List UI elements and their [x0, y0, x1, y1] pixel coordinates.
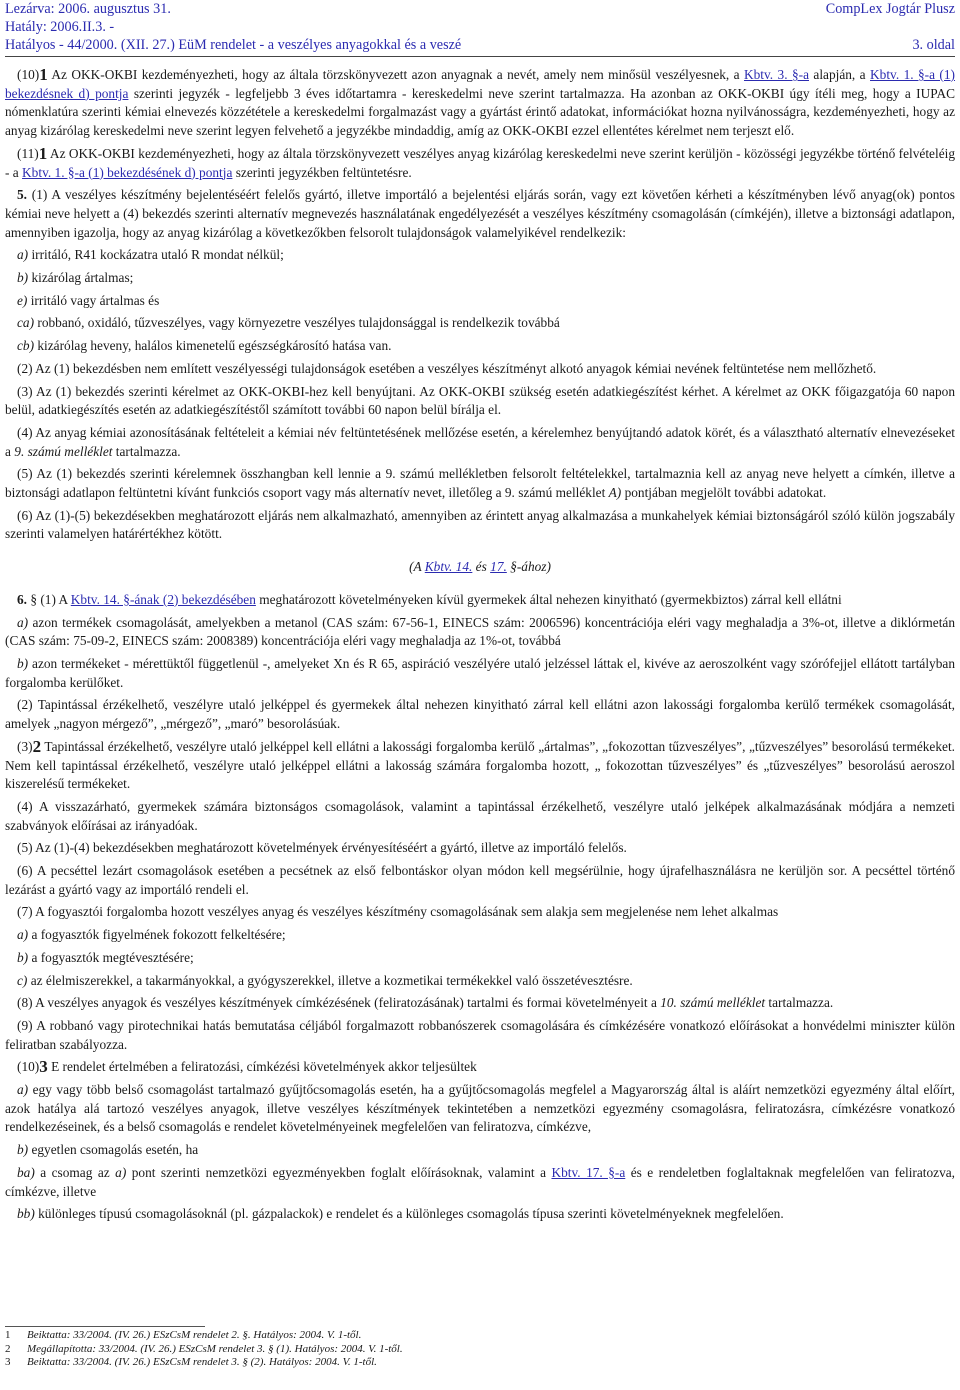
law-link[interactable]: 17.: [490, 559, 507, 575]
s6-p7-item: b) a fogyasztók megtévesztésére;: [17, 949, 194, 965]
s6-paragraph-10: $(10)^3$ E rendelet értelmében a feliratozási, címkézési követelmények akkor teljesültek: [17, 1057, 477, 1077]
product-name: CompLex Jogtár Plusz: [825, 1, 955, 17]
s6-p7-item: a) a fogyasztók figyelmének fokozott felkeltésére;: [17, 927, 286, 943]
s5-item: a) irritáló, R41 kockázatra utaló R mondat nélkül;: [17, 247, 284, 263]
page-header: [5, 0, 955, 54]
s6-p10-item-bb: bb) különleges típusú csomagolásoknál (pl. gázpalackok) e rendelet és a különleges csomagolás típusa szerinti követelményeknek megfelelően.: [17, 1206, 784, 1222]
page-number: 3. oldal: [912, 37, 955, 53]
s6-paragraph-5: (5) Az (1)-(4) bekezdésekben meghatározott követelmények érvényesítéséért a gyártó, illetve az importáló felelős.: [17, 840, 627, 856]
law-link[interactable]: Kbtv. 14. §-ának (2) bekezdésében: [70, 591, 256, 607]
s5-item: e) irritáló vagy ártalmas és: [17, 292, 160, 308]
law-link[interactable]: Kbtv. 14.: [424, 559, 473, 575]
s6-p10-item-b: b) egyetlen csomagolás esetén, ha: [17, 1142, 199, 1158]
s6-paragraph-4: (4) A visszazárható, gyermekek számára biztonságos csomagolások, valamint a tapintással érzékelhető, veszélyre utaló jelképek alkalmazásának módjára a nemzeti szabványok előírásai az irányadóak.: [5, 798, 955, 833]
section-heading: (A Kbtv. 14. és 17. §-ához): [409, 559, 551, 575]
effective-date: Hatály: 2006.II.3. -: [5, 19, 115, 35]
law-link[interactable]: Kbtv. 17. §-a: [551, 1164, 626, 1180]
s6-paragraph-6: (6) A pecséttel lezárt csomagolások esetében a pecsétnek az első felbontáskor olyan módon kell megsérülnie, hogy újrafelhasználásra ne kerüljön sor. A pecséttel történő lezárást a gyártó vagy az importáló rendeli el.: [5, 863, 955, 897]
law-link[interactable]: Kbtv. 3. §-a: [743, 67, 809, 82]
s6-paragraph-3: $(3)^2$ Tapintással érzékelhető, veszélyre utaló jelképpel kell ellátni a lakossági forgalomba kerülő „ártalmas”, „fokozottan tűzveszélyes”, „tűzveszélyes” besorolású termékeket. Nem kell tapintással érzékelhető, veszélyre utaló jelképpel ellátni a lakosság számára forgalomba hozott, „ fokozottan tűzveszélyes” és „tűzveszélyes” besorolású aeroszol kiszerelésű termékeket.: [5, 736, 955, 792]
footnotes: [5, 1329, 955, 1370]
paragraph-10: $(10)^1$ Az OKK-OKBI kezdeményezheti, hogy az általa törzskönyvezett azon anyagnak a nevét, amely nem minősül veszélyesnek, a Kbtv. 3. §-a alapján, a Kbtv. 1. §-a (1) bekezdésnek d) pontja szerinti jegyzék - legfeljebb 3 éves időtartamra - kereskedelmi neve szerint tartalmazza. Ha azonban az OKK-OKBI úgy ítéli meg, hogy a IUPAC nómenklatúra szerinti kémiai elnevezés közzététele a kereskedelmi forgalmazást vagy a gyártást érintő adatokat, információkat hozna nyilvánosságra, kezdeményezheti, hogy az anyag kizárólag kereskedelmi neve szerint legyen felvehető a jegyzékbe mindaddig, amíg az OKK-OKBI ezzel ellentétes kérelmet nem terjeszt elő.: [5, 65, 955, 139]
footnote: 3 Beiktatta: 33/2004. (IV. 26.) ESzCsM rendelet 3. § (2). Hatályos: 2004. V. 1-től.: [5, 1356, 377, 1368]
document-title: Hatályos - 44/2000. (XII. 27.) EüM rendelet - a veszélyes anyagokkal és a veszé: [5, 37, 462, 53]
s5-paragraph-6: (6) Az (1)-(5) bekezdésekben meghatározott eljárás nem alkalmazható, amennyiben az érintett anyag alkalmazása a munkahelyek kémiai biztonságáról szóló külön jogszabály szerinti valamelyen határértékhez kötött.: [5, 507, 955, 542]
s5-item: ca) robbanó, oxidáló, tűzveszélyes, vagy környezetre veszélyes tulajdonsággal is rendelkezik továbbá: [17, 315, 560, 331]
document-body: [5, 66, 955, 1228]
law-link[interactable]: Kbtv. 1. §-a (1) bekezdésének d) pontja: [22, 164, 233, 180]
footnote: 2 Megállapította: 33/2004. (IV. 26.) ESzCsM rendelet 3. § (1). Hatályos: 2004. V. 1-től.: [5, 1342, 403, 1355]
s6-item-b: b) azon termékeket - mérettüktől függetlenül -, amelyeket Xn és R 65, aspiráció veszélyére utaló jelzéssel láttak el, kivéve az aeroszolként vagy szórófejjel ellátott tartályban forgalomba kerülőket.: [5, 655, 955, 690]
s6-paragraph-7: (7) A fogyasztói forgalomba hozott veszélyes anyag és veszélyes készítmény csomagolásának sem alakja sem megjelenése nem lehet alkalmas: [17, 904, 779, 920]
s6-p10-item-a: a) egy vagy több belső csomagolást tartalmazó gyűjtőcsomagolás esetén, ha a gyűjtőcsomagolás megfelel a Magyarország által is aláírt nemzetközi egyezmény által előírt, azok hatálya alá tartozó veszélyes anyagok, illetve veszélyes készítmények tekintetében a nemzetközi egyezmény csomagolásra, feliratozásra, címkézésre vonatkozó rendelkezéseinek, és a belső csomagolás e rendelet követelményeinek megfelelően van feliratozva, címkézve,: [5, 1082, 955, 1135]
s5-paragraph-5: (5) Az (1) bekezdés szerinti kérelemnek összhangban kell lennie a 9. számú mellékletben felsorolt feltételekkel, tartalmaznia kell az anyag neve helyett a címkén, illetve a biztonsági adatlapon feltüntetni kívánt funkciós csoport vagy más alternatív nevet, illetőleg a 9. számú melléklet A) pontjában megjelölt további adatokat.: [5, 466, 955, 501]
footnote-divider: [5, 1326, 205, 1327]
s6-item-a: a) azon termékek csomagolását, amelyekben a metanol (CAS szám: 67-56-1, EINECS szám: 2006596) koncentrációja eléri vagy meghaladja a 3%-ot, illetve a diklórmetán (CAS szám: 75-09-2, EINECS szám: 2008389) koncentrációja eléri vagy meghaladja az 1%-ot, továbbá: [5, 614, 955, 649]
s5-paragraph-3: (3) Az (1) bekezdés szerinti kérelmet az OKK-OKBI-hez kell benyújtani. Az OKK-OKBI szükség esetén adatkiegészítést kérhet. A kérelmet az OKK főigazgatója 60 napon belül, adatkiegészítés esetén az adatkiegészítéstől számított további 60 napon belül bírálja el.: [5, 383, 955, 418]
s5-item: b) kizárólag ártalmas;: [17, 270, 134, 286]
s5-paragraph-2: (2) Az (1) bekezdésben nem említett veszélyességi tulajdonságok esetében a veszélyes készítményt alkotó anyagok kémiai nevének feltüntetése nem mellőzhető.: [17, 360, 877, 376]
s5-item: cb) kizárólag heveny, halálos kimenetelű egészségkárosító hatása van.: [17, 338, 392, 354]
section-5: 5. (1) A veszélyes készítmény bejelentéséért felelős gyártó, illetve importáló a bejelentési eljárás során, vagy ezt követően kérheti a készítményben lévő anyag(ok) pontos kémiai neve helyett a (4) bekezdés szerinti alternatív megnevezés használatának engedélyezését a veszélyes készítmény csomagolásán (címkéjén), illetve a biztonsági adatlapon, amennyiben igazolja, hogy az anyag kizárólag a következőkben felsorolt tulajdonságok valamelyikével rendelkezik:: [5, 187, 955, 240]
s6-paragraph-9: (9) A robbanó vagy pirotechnikai hatás bemutatása céljából forgalmazott robbanószerek csomagolására és címkézésére vonatkozó előírásokat a honvédelmi miniszter külön feliratban szabályozza.: [5, 1017, 955, 1052]
header-divider: [5, 56, 955, 57]
footnote: 1 Beiktatta: 33/2004. (IV. 26.) ESzCsM rendelet 2. §. Hatályos: 2004. V. 1-től.: [5, 1329, 362, 1341]
closed-date: Lezárva: 2006. augusztus 31.: [5, 1, 171, 17]
s6-paragraph-8: (8) A veszélyes anyagok és veszélyes készítmények címkézésének (feliratozásának) tartalmi és formai követelményeit a 10. számú melléklet tartalmazza.: [17, 995, 834, 1011]
s6-paragraph-2: (2) Tapintással érzékelhető, veszélyre utaló jelképpel és gyermekek által nehezen kinyitható zárral kell ellátni azon lakossági forgalomba kerülő termékek csomagolását, amelyek „nagyon mérgező”, „mérgező”, „maró” besorolásúak.: [5, 697, 955, 732]
section-6: 6. § (1) A Kbtv. 14. §-ának (2) bekezdésében meghatározott követelményeken kívül gyermekek által nehezen kinyitható (gyermekbiztos) zárral kell ellátni: [17, 591, 842, 607]
s6-p7-item: c) az élelmiszerekkel, a takarmányokkal, a gyógyszerekkel, illetve a kozmetikai termékekkel való összetévesztésre.: [17, 972, 633, 988]
law-link[interactable]: Kbtv. 1. §-a (1) bekezdésnek d) pontja: [5, 67, 955, 101]
s6-p10-item-ba: ba) a csomag az a) pont szerinti nemzetközi egyezményekben foglalt előírásoknak, valamint a Kbtv. 17. §-a és e rendeletben foglaltaknak megfelelően van feliratozva, címkézve, illetve: [5, 1164, 956, 1199]
paragraph-11: $(11)^1$ Az OKK-OKBI kezdeményezheti, hogy az általa törzskönyvezett veszélyes anyag kizárólag kereskedelmi neve szerint kerüljön - közösségi jegyzékbe történő felvételéig - a Kbtv. 1. §-a (1) bekezdésének d) pontja szerinti jegyzékben feltüntetésre.: [5, 143, 955, 180]
s5-paragraph-4: (4) Az anyag kémiai azonosításának feltételeit a kémiai név feltüntetésének mellőzése esetén, a kérelemhez benyújtandó adatok körét, és a választható alternatív elnevezéseket a 9. számú melléklet tartalmazza.: [5, 424, 955, 459]
